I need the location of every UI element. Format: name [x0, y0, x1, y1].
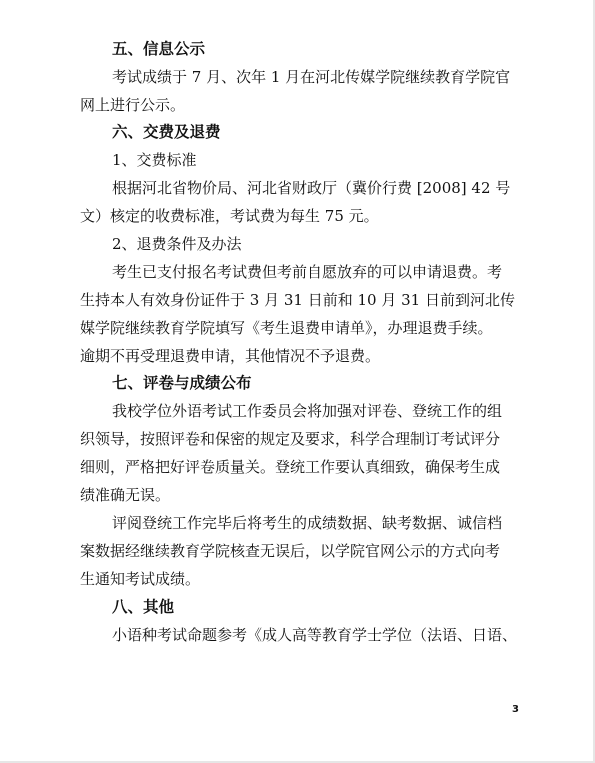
paragraph-line: 考试成绩于 7 月、次年 1 月在河北传媒学院继续教育学院官	[112, 68, 511, 86]
paragraph-line: 网上进行公示。	[80, 96, 186, 114]
section-8-heading: 八、其他	[112, 598, 175, 616]
paragraph-line: 案数据经继续教育学院核查无误后，以学院官网公示的方式向考	[80, 542, 501, 560]
paragraph-line: 文）核定的收费标准，考试费为每生 75 元。	[80, 207, 379, 225]
paragraph-line: 小语种考试命题参考《成人高等教育学士学位（法语、日语、	[112, 626, 518, 644]
paragraph-line: 生通知考试成绩。	[80, 570, 201, 588]
section-5-heading: 五、信息公示	[112, 40, 206, 58]
paragraph-line: 媒学院继续教育学院填写《考生退费申请单》，办理退费手续。	[80, 319, 493, 337]
paragraph-line: 评阅登统工作完毕后将考生的成绩数据、缺考数据、诚信档	[112, 514, 503, 532]
paragraph-line: 根据河北省物价局、河北省财政厅（冀价行费 [2008] 42 号	[112, 179, 511, 197]
paragraph-line: 织领导，按照评卷和保密的规定及要求，科学合理制订考试评分	[80, 430, 501, 448]
paragraph-line: 细则，严格把好评卷质量关。登统工作要认真细致，确保考生成	[80, 458, 501, 476]
paragraph-line: 考生已支付报名考试费但考前自愿放弃的可以申请退费。考	[112, 263, 503, 281]
page-number: 3	[512, 704, 519, 715]
section-6-heading: 六、交费及退费	[112, 123, 221, 141]
section-7-heading: 七、评卷与成绩公布	[112, 374, 252, 392]
subheading-fee-standard: 1、交费标准	[112, 151, 197, 169]
paragraph-line: 我校学位外语考试工作委员会将加强对评卷、登统工作的组	[112, 402, 503, 420]
paragraph-line: 逾期不再受理退费申请，其他情况不予退费。	[80, 347, 381, 365]
paragraph-line: 绩准确无误。	[80, 486, 171, 504]
subheading-refund: 2、退费条件及办法	[112, 235, 242, 253]
paragraph-line: 生持本人有效身份证件于 3 月 31 日前和 10 月 31 日前到河北传	[80, 291, 515, 309]
